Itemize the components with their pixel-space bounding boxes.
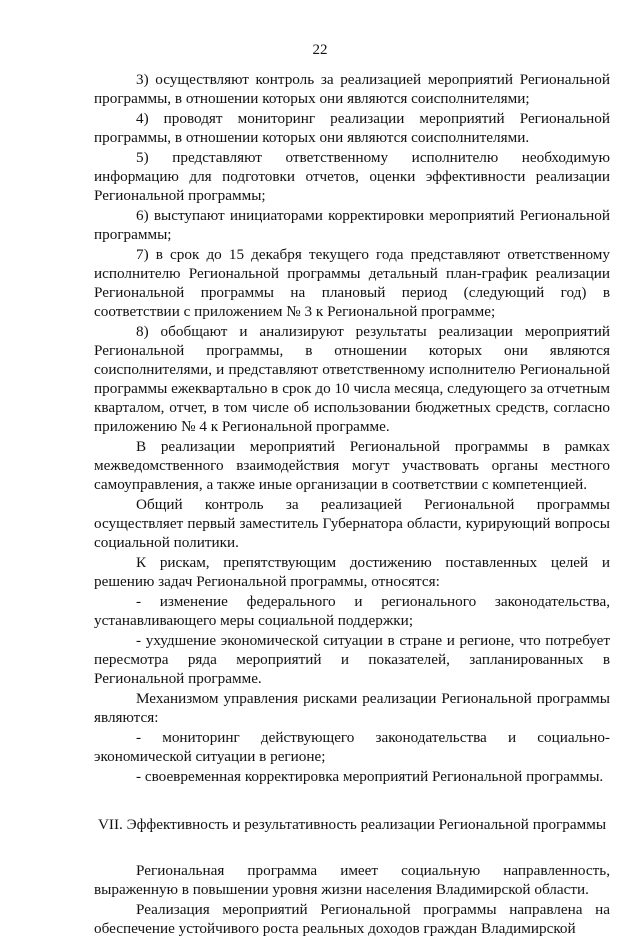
document-body — [94, 70, 610, 939]
risk-item-economy: - ухудшение экономической ситуации в стране и регионе, что потребует пересмотра ряда мероприятий и показателей, запланированных в Региональной программе. — [94, 632, 610, 687]
risk-management-item-monitoring: - мониторинг действующего законодательства и социально-экономической ситуации в регионе; — [94, 729, 610, 765]
paragraph-item-6: 6) выступают инициаторами корректировки мероприятий Региональной программы; — [94, 207, 610, 243]
paragraph-item-5: 5) представляют ответственному исполнителю необходимую информацию для подготовки отчетов, оценки эффективности реализации Региональной программы; — [94, 149, 610, 204]
paragraph-item-3: 3) осуществляют контроль за реализацией мероприятий Региональной программы, в отношении которых они являются соисполнителями; — [94, 71, 610, 107]
paragraph-item-7: 7) в срок до 15 декабря текущего года представляют ответственному исполнителю Региональной программы детальный план-график реализации Региональной программы на плановый период (следующий год) в соответствии с приложением № 3 к Региональной программе; — [94, 246, 610, 320]
section-heading: VII. Эффективность и результативность реализации Региональной программы — [97, 816, 607, 833]
paragraph-item-4: 4) проводят мониторинг реализации мероприятий Региональной программы, в отношении которых они являются соисполнителями. — [94, 110, 610, 146]
paragraph-item-8: 8) обобщают и анализируют результаты реализации мероприятий Региональной программы, в отношении которых они являются соисполнителями, и представляют ответственному исполнителю Региональной программы ежеквартально в срок до 10 числа месяца, следующего за отчетным кварталом, отчет, в том числе об использовании бюджетных средств, согласно приложению № 4 к Региональной программе. — [94, 323, 610, 435]
paragraph-risks-intro: К рискам, препятствующим достижению поставленных целей и решению задач Региональной программы, относятся: — [94, 554, 610, 590]
section-paragraph-1: Региональная программа имеет социальную направленность, выраженную в повышении уровня жизни населения Владимирской области. — [94, 862, 610, 898]
paragraph-interagency: В реализации мероприятий Региональной программы в рамках межведомственного взаимодействия могут участвовать органы местного самоуправления, а также иные организации в соответствии с компетенцией. — [94, 438, 610, 493]
risk-item-legislation: - изменение федерального и регионального законодательства, устанавливающего меры социальной поддержки; — [94, 593, 610, 629]
risk-management-item-adjustment: - своевременная корректировка мероприятий Региональной программы. — [136, 768, 604, 785]
page-number: 22 — [312, 42, 328, 58]
section-paragraph-2: Реализация мероприятий Региональной программы направлена на обеспечение устойчивого роста реальных доходов граждан Владимирской — [94, 901, 610, 937]
paragraph-general-control: Общий контроль за реализацией Региональной программы осуществляет первый заместитель Губернатора области, курирующий вопросы социальной политики. — [94, 496, 610, 551]
paragraph-risk-management: Механизмом управления рисками реализации Региональной программы являются: — [94, 690, 610, 726]
